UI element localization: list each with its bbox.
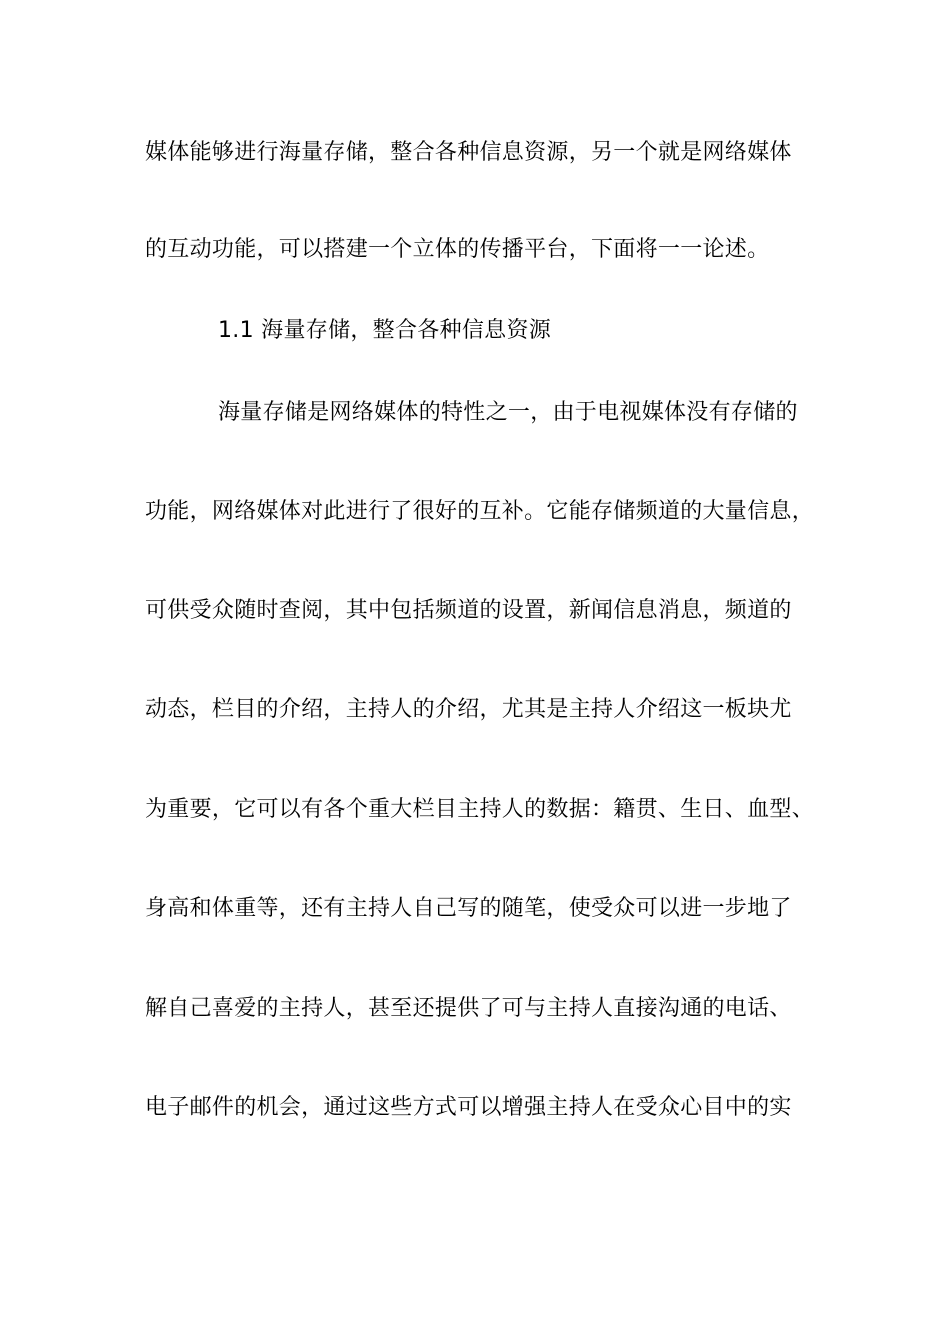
section-heading: 1.1 海量存储，整合各种信息资源 xyxy=(218,318,552,343)
text-line: 的互动功能，可以搭建一个立体的传播平台，下面将一一论述。 xyxy=(145,237,770,262)
text-line: 功能，网络媒体对此进行了很好的互补。它能存储频道的大量信息， xyxy=(145,499,815,524)
text-line: 解自己喜爱的主持人，甚至还提供了可与主持人直接沟通的电话、 xyxy=(145,996,792,1021)
text-line: 媒体能够进行海量存储，整合各种信息资源，另一个就是网络媒体 xyxy=(145,140,792,165)
text-line: 可供受众随时查阅，其中包括频道的设置，新闻信息消息，频道的 xyxy=(145,598,792,623)
text-line: 身高和体重等，还有主持人自己写的随笔，使受众可以进一步地了 xyxy=(145,896,792,921)
text-line: 动态，栏目的介绍，主持人的介绍，尤其是主持人介绍这一板块尤 xyxy=(145,697,792,722)
text-line: 为重要，它可以有各个重大栏目主持人的数据：籍贯、生日、血型、 xyxy=(145,797,815,822)
paragraph-first-line: 海量存储是网络媒体的特性之一，由于电视媒体没有存储的 xyxy=(218,400,798,425)
text-line: 电子邮件的机会，通过这些方式可以增强主持人在受众心目中的实 xyxy=(145,1095,792,1120)
